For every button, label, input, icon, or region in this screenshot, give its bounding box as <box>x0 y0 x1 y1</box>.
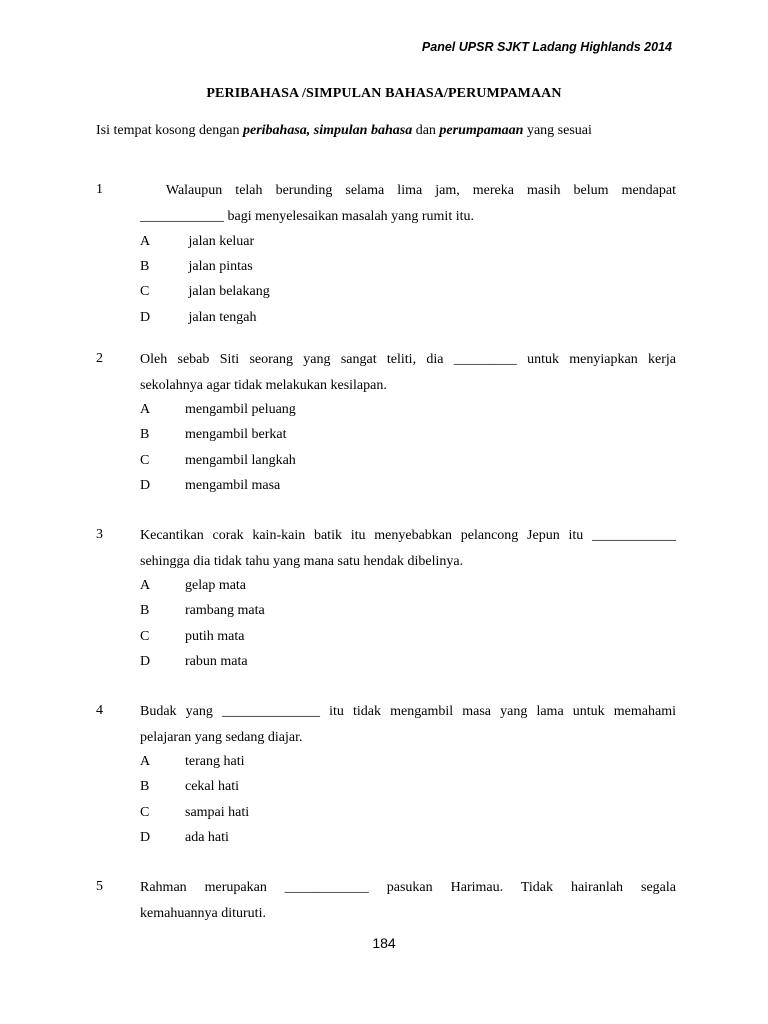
question-number: 3 <box>96 527 103 542</box>
question-stem-line-1: Oleh sebab Siti seorang yang sangat teliti, dia _________ untuk menyiapkan kerja <box>140 352 676 367</box>
option-text: jalan belakang <box>185 284 270 299</box>
option-a <box>140 749 244 774</box>
option-letter: C <box>140 453 150 468</box>
option-b <box>140 254 253 279</box>
option-letter: A <box>140 234 151 249</box>
option-d <box>140 825 229 850</box>
option-text: terang hati <box>185 754 245 769</box>
option-c <box>140 624 245 649</box>
option-letter: D <box>140 830 151 845</box>
question-stem-line-1: Kecantikan corak kain-kain batik itu menyebabkan pelancong Jepun itu ____________ <box>140 528 676 543</box>
option-text: mengambil peluang <box>185 402 296 417</box>
question-number: 5 <box>96 879 103 894</box>
option-letter: D <box>140 310 151 325</box>
option-text: putih mata <box>185 629 245 644</box>
option-letter: D <box>140 478 151 493</box>
question-number: 2 <box>96 351 103 366</box>
page-title: PERIBAHASA /SIMPULAN BAHASA/PERUMPAMAAN <box>206 86 562 101</box>
question-stem <box>140 347 676 399</box>
option-text: jalan tengah <box>185 310 257 325</box>
option-letter: C <box>140 284 150 299</box>
question-stem <box>140 523 676 575</box>
option-letter: B <box>140 259 150 274</box>
question-stem-line-2: sehingga dia tidak tahu yang mana satu hendak dibelinya. <box>140 554 464 569</box>
option-letter: A <box>140 402 151 417</box>
question-number: 1 <box>96 182 103 197</box>
question-stem <box>140 875 676 927</box>
question-number: 4 <box>96 703 103 718</box>
option-b <box>140 774 239 799</box>
option-text: jalan keluar <box>185 234 255 249</box>
question-stem-line-1: Rahman merupakan ____________ pasukan Harimau. Tidak hairanlah segala <box>140 880 676 895</box>
option-letter: A <box>140 754 151 769</box>
option-d <box>140 649 248 674</box>
option-b <box>140 598 265 623</box>
question-stem-line-2: ____________ bagi menyelesaikan masalah yang rumit itu. <box>140 209 474 224</box>
option-letter: B <box>140 603 150 618</box>
option-text: mengambil langkah <box>185 453 296 468</box>
option-text: rabun mata <box>185 654 248 669</box>
instruction-pre: Isi tempat kosong dengan <box>96 123 243 138</box>
option-a <box>140 573 246 598</box>
instruction-term-1: peribahasa, simpulan bahasa <box>242 123 413 138</box>
option-letter: B <box>140 427 150 442</box>
header-note: Panel UPSR SJKT Ladang Highlands 2014 <box>421 40 672 54</box>
option-letter: C <box>140 629 150 644</box>
option-letter: B <box>140 779 150 794</box>
option-text: ada hati <box>185 830 229 845</box>
option-d <box>140 305 257 330</box>
option-text: rambang mata <box>185 603 265 618</box>
option-text: gelap mata <box>185 578 247 593</box>
option-letter: D <box>140 654 151 669</box>
option-text: mengambil berkat <box>185 427 287 442</box>
instruction <box>96 123 592 139</box>
option-letter: C <box>140 805 150 820</box>
question-stem <box>140 178 676 230</box>
option-text: mengambil masa <box>185 478 281 493</box>
question-stem-line-1: Walaupun telah berunding selama lima jam, mereka masih belum mendapat <box>140 183 676 198</box>
question-stem <box>140 699 676 751</box>
option-text: sampai hati <box>185 805 250 820</box>
option-text: jalan pintas <box>185 259 253 274</box>
option-text: cekal hati <box>185 779 240 794</box>
instruction-term-2: perumpamaan <box>439 123 524 138</box>
option-c <box>140 448 296 473</box>
option-c <box>140 800 249 825</box>
option-a <box>140 229 254 254</box>
option-letter: A <box>140 578 151 593</box>
question-stem-line-1: Budak yang ______________ itu tidak mengambil masa yang lama untuk memahami <box>140 704 676 719</box>
question-stem-line-2: pelajaran yang sedang diajar. <box>140 730 303 745</box>
instruction-post: yang sesuai <box>523 123 592 138</box>
option-c <box>140 279 270 304</box>
question-stem-line-2: kemahuannya dituruti. <box>140 906 266 921</box>
option-a <box>140 397 296 422</box>
option-d <box>140 473 280 498</box>
option-b <box>140 422 286 447</box>
instruction-mid: dan <box>412 123 440 138</box>
question-stem-line-2: sekolahnya agar tidak melakukan kesilapan. <box>140 378 387 393</box>
page-number: 184 <box>372 935 396 951</box>
